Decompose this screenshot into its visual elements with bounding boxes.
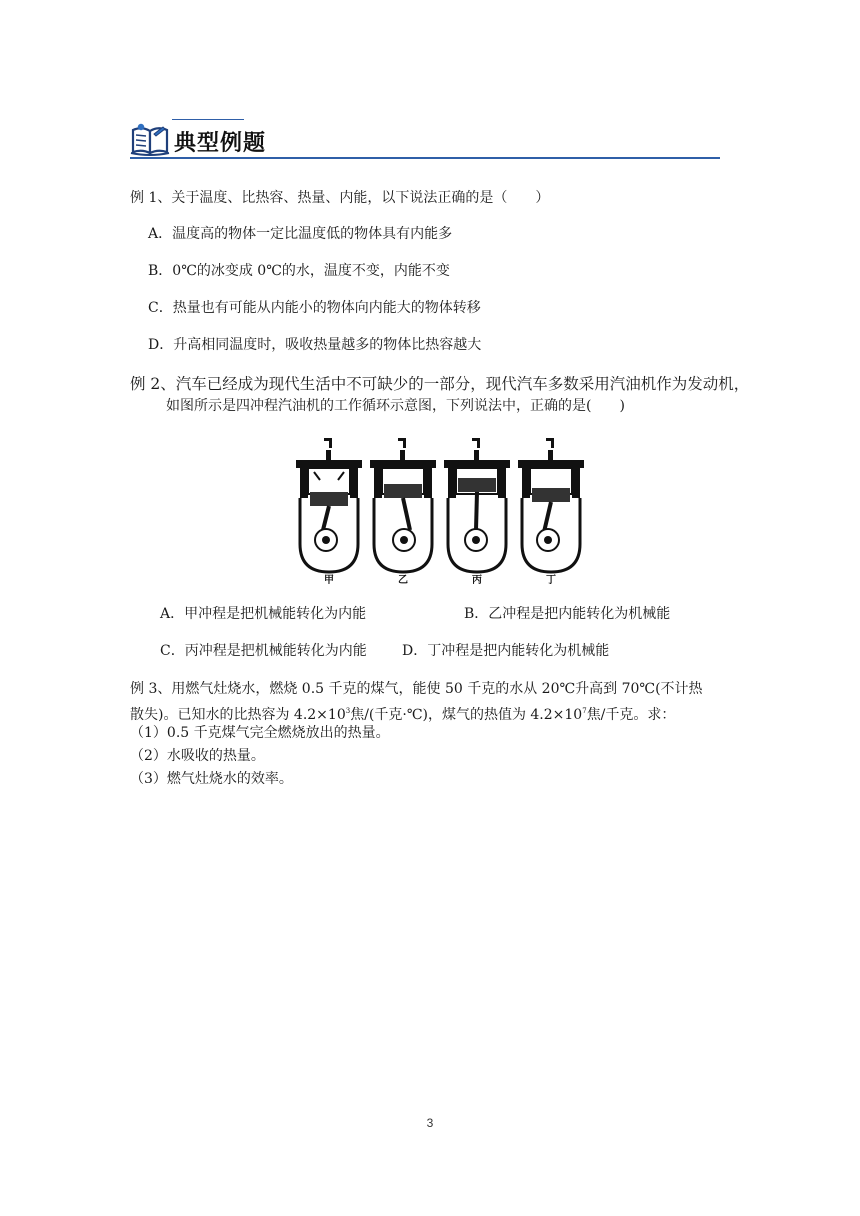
q1-option-d: D．升高相同温度时，吸收热量越多的物体比热容越大 xyxy=(148,337,482,353)
page-number: 3 xyxy=(426,1116,434,1130)
label-yi: 乙 xyxy=(398,575,408,584)
q2-option-b: B．乙冲程是把内能转化为机械能 xyxy=(464,606,671,622)
q3-part-1: （1）0.5 千克煤气完全燃烧放出的热量。 xyxy=(130,725,390,741)
q1-option-a: A．温度高的物体一定比温度低的物体具有内能多 xyxy=(148,226,453,242)
q3-exponent-1: 3 xyxy=(345,707,351,715)
engine-bing xyxy=(444,438,510,584)
q1-option-b: B．0℃的冰变成 0℃的水，温度不变，内能不变 xyxy=(148,263,450,279)
q3-part-3: （3）燃气灶烧水的效率。 xyxy=(130,771,293,787)
q3-line2-part-b: 焦/(千克·℃)，煤气的热值为 4.2×10 xyxy=(350,707,583,723)
q3-line2-part-a: 散失)。已知水的比热容为 4.2×10 xyxy=(130,707,346,723)
q3-exponent-2: 7 xyxy=(582,707,587,715)
section-title: 典型例题 xyxy=(174,131,267,156)
engine-jia xyxy=(296,438,362,584)
label-jia: 甲 xyxy=(324,575,334,584)
header-rule xyxy=(130,157,720,159)
q2-option-d: D．丁冲程是把内能转化为机械能 xyxy=(402,643,610,659)
q2-stem-line2: 如图所示是四冲程汽油机的工作循环示意图，下列说法中，正确的是( ) xyxy=(166,398,625,414)
q2-stem-line1: 例 2、汽车已经成为现代生活中不可缺少的一部分，现代汽车多数采用汽油机作为发动机， xyxy=(130,375,750,393)
q2-option-c: C．丙冲程是把机械能转化为内能 xyxy=(160,643,367,659)
q1-stem: 例 1、关于温度、比热容、热量、内能，以下说法正确的是（ ） xyxy=(130,190,550,206)
q3-part-2: （2）水吸收的热量。 xyxy=(130,748,265,764)
q3-line2 xyxy=(130,701,675,725)
engine-ding xyxy=(518,438,584,584)
q3-line2-part-c: 焦/千克。求： xyxy=(586,707,676,723)
book-icon xyxy=(130,122,170,156)
engine-cycle-diagram xyxy=(292,434,584,584)
q2-option-a: A．甲冲程是把机械能转化为内能 xyxy=(160,606,367,622)
q1-option-c: C．热量也有可能从内能小的物体向内能大的物体转移 xyxy=(148,300,481,316)
header-accent-line xyxy=(172,119,244,120)
label-bing: 丙 xyxy=(472,575,482,584)
q3-line1: 例 3、用燃气灶烧水，燃烧 0.5 千克的煤气，能使 50 千克的水从 20℃升高到 70℃(不计热 xyxy=(130,681,703,697)
label-ding: 丁 xyxy=(546,575,556,584)
engine-yi xyxy=(370,438,436,584)
